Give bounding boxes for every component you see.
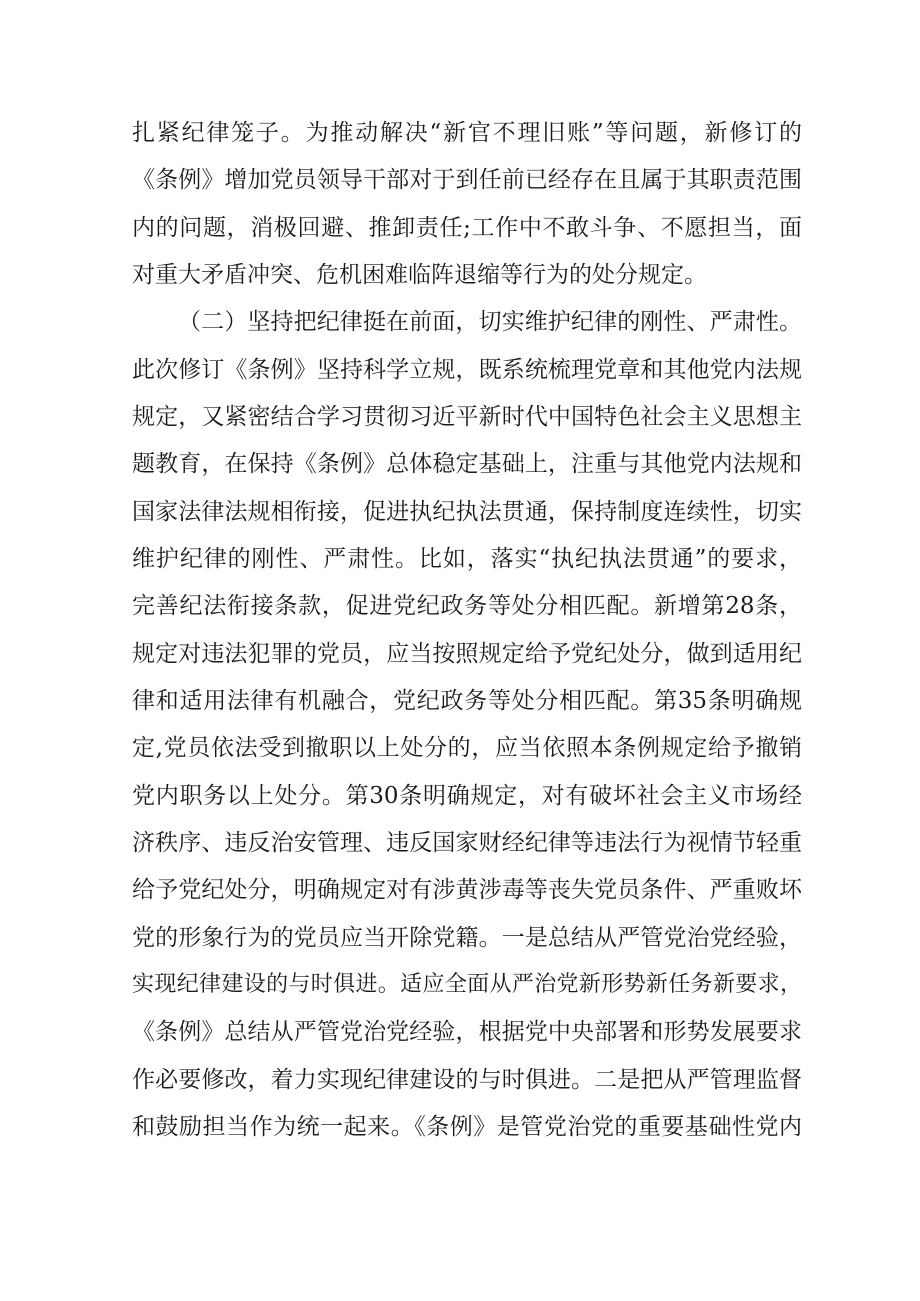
text-line: 作必要修改，着力实现纪律建设的与时俱进。二是把从严管理监督 (132, 1067, 802, 1093)
text-line: 党的形象行为的党员应当开除党籍。一是总结从严管党治党经验， (132, 925, 802, 951)
text-line: 党内职务以上处分。第30条明确规定，对有破坏社会主义市场经 (132, 783, 802, 809)
text-line: 《条例》增加党员领导干部对于到任前已经存在且属于其职责范围 (132, 167, 802, 193)
text-line: 规定对违法犯罪的党员，应当按照规定给予党纪处分，做到适用纪 (132, 641, 802, 667)
text-line: 给予党纪处分，明确规定对有涉黄涉毒等丧失党员条件、严重败坏 (132, 877, 802, 903)
text-line: 定,党员依法受到撤职以上处分的，应当依照本条例规定给予撤销 (132, 735, 802, 761)
text-line: 国家法律法规相衔接，促进执纪执法贯通，保持制度连续性，切实 (132, 499, 802, 525)
text-line: 《条例》总结从严管党治党经验，根据党中央部署和形势发展要求 (132, 1019, 802, 1045)
text-line: 律和适用法律有机融合，党纪政务等处分相匹配。第35条明确规 (132, 688, 802, 714)
text-line: 题教育，在保持《条例》总体稳定基础上，注重与其他党内法规和 (132, 451, 802, 477)
text-line: 济秩序、违反治安管理、违反国家财经纪律等违法行为视情节轻重 (132, 830, 802, 856)
text-line: 对重大矛盾冲突、危机困难临阵退缩等行为的处分规定。 (132, 262, 707, 288)
text-line: 维护纪律的刚性、严肃性。比如，落实“执纪执法贯通”的要求， (132, 546, 802, 572)
text-line: 实现纪律建设的与时俱进。适应全面从严治党新形势新任务新要求， (132, 972, 802, 997)
text-line: 完善纪法衔接条款，促进党纪政务等处分相匹配。新增第28条， (132, 593, 802, 619)
text-line: 和鼓励担当作为统一起来。《条例》是管党治党的重要基础性党内 (132, 1114, 802, 1140)
text-line: 内的问题，消极回避、推卸责任;工作中不敢斗争、不愿担当，面 (132, 215, 802, 241)
section-heading-line: （二）坚持把纪律挺在前面，切实维护纪律的刚性、严肃性。 (178, 309, 802, 335)
text-line: 规定，又紧密结合学习贯彻习近平新时代中国特色社会主义思想主 (132, 404, 802, 430)
text-line: 扎紧纪律笼子。为推动解决“新官不理旧账”等问题，新修订的 (132, 120, 802, 146)
text-line: 此次修订《条例》坚持科学立规，既系统梳理党章和其他党内法规 (132, 357, 802, 383)
